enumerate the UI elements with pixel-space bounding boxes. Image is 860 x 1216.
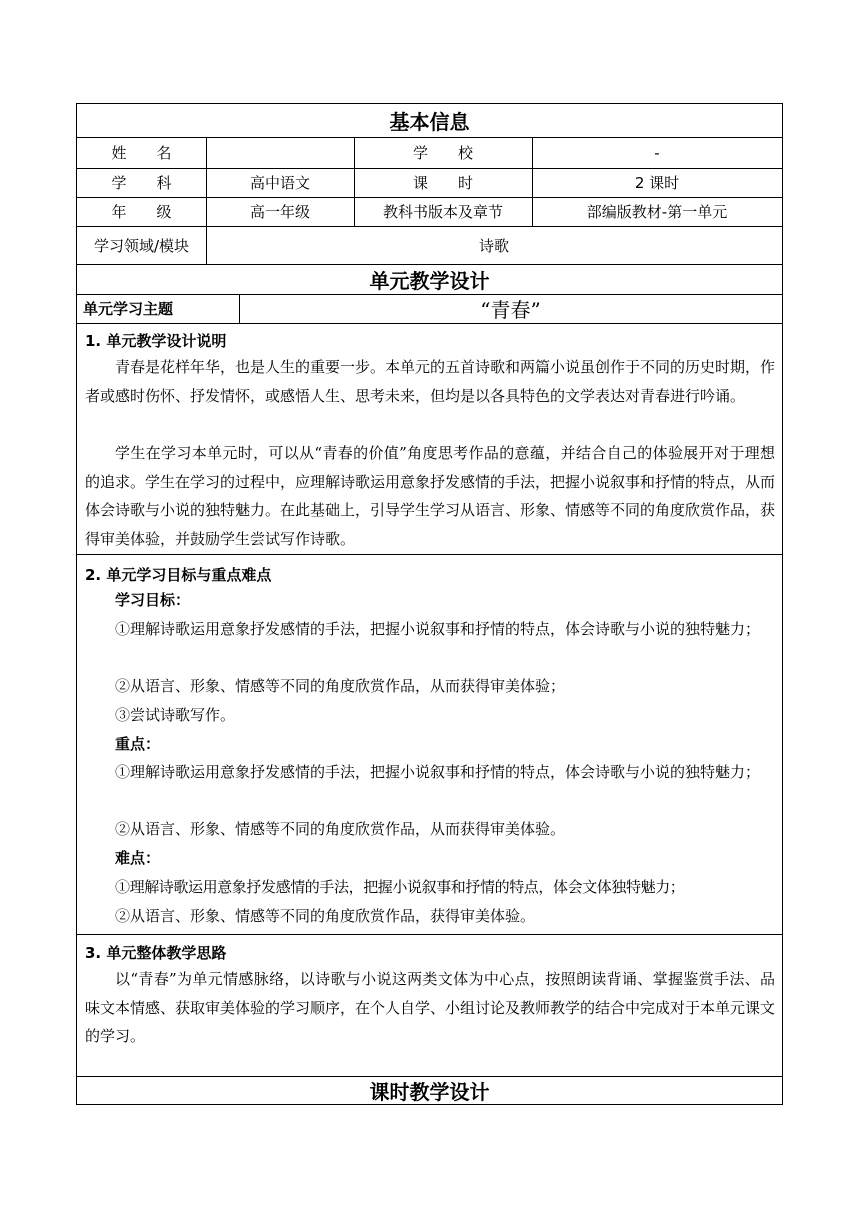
section1-paragraph-1: 青春是花样年华，也是人生的重要一步。本单元的五首诗歌和两篇小说虽创作于不同的历史时期，作者或感时伤怀、抒发情怀，或感悟人生、思考未来，但均是以各具特色的文学表达对青春进行吟诵。 bbox=[85, 358, 776, 405]
theme-value: “青春” bbox=[480, 298, 541, 322]
section2-heading: 2. 单元学习目标与重点难点 bbox=[85, 566, 272, 584]
hours-label: 课 时 bbox=[412, 174, 473, 192]
subject-value: 高中语文 bbox=[249, 174, 310, 192]
difficulties-label: 难点： bbox=[115, 849, 161, 867]
section1-paragraph-2: 学生在学习本单元时，可以从“青春的价值”角度思考作品的意蕴，并结合自己的体验展开对于理想的追求。学生在学习的过程中，应理解诗歌运用意象抒发感情的手法，把握小说叙事和抒情的特点，从而体会诗歌与小说的独特魅力。在此基础上，引导学生学习从语言、形象、情感等不同的角度欣赏作品，获得审美体验，并鼓励学生尝试写作诗歌。 bbox=[85, 444, 776, 548]
name-value bbox=[206, 137, 354, 168]
hours-value: 2 课时 bbox=[634, 174, 680, 192]
textbook-label: 教科书版本及章节 bbox=[382, 203, 503, 221]
domain-value: 诗歌 bbox=[478, 236, 509, 255]
name-label: 姓 名 bbox=[111, 144, 172, 162]
goal-2: ②从语言、形象、情感等不同的角度欣赏作品，从而获得审美体验； bbox=[115, 677, 566, 695]
school-label: 学 校 bbox=[412, 144, 473, 162]
grade-label: 年 级 bbox=[111, 203, 172, 221]
section3-paragraph-1: 以“青春”为单元情感脉络，以诗歌与小说这两类文体为中心点，按照朗读背诵、掌握鉴赏手法、品味文本情感、获取审美体验的学习顺序，在个人自学、小组讨论及教师教学的结合中完成对于本单元课文的学习。 bbox=[85, 970, 776, 1046]
section3-heading: 3. 单元整体教学思路 bbox=[85, 944, 227, 962]
key-point-1: ①理解诗歌运用意象抒发感情的手法，把握小说叙事和抒情的特点，体会诗歌与小说的独特魅力； bbox=[115, 763, 761, 781]
difficulty-2: ②从语言、形象、情感等不同的角度欣赏作品，获得审美体验。 bbox=[115, 907, 536, 925]
theme-label: 单元学习主题 bbox=[83, 300, 174, 318]
lesson-plan-table bbox=[76, 103, 783, 1105]
goal-1: ①理解诗歌运用意象抒发感情的手法，把握小说叙事和抒情的特点，体会诗歌与小说的独特魅力； bbox=[115, 620, 761, 638]
subject-label: 学 科 bbox=[111, 174, 172, 192]
section1-heading: 1. 单元教学设计说明 bbox=[85, 332, 227, 350]
school-value: - bbox=[654, 143, 660, 162]
row-divider bbox=[77, 934, 782, 935]
row-divider bbox=[77, 554, 782, 555]
domain-label: 学习领域/模块 bbox=[93, 236, 190, 255]
unit-design-title: 单元教学设计 bbox=[369, 268, 490, 293]
textbook-value: 部编版教材-第一单元 bbox=[586, 203, 728, 221]
goals-label: 学习目标： bbox=[115, 591, 191, 609]
key-point-2: ②从语言、形象、情感等不同的角度欣赏作品，从而获得审美体验。 bbox=[115, 820, 566, 838]
key-points-label: 重点： bbox=[115, 735, 161, 753]
goal-3: ③尝试诗歌写作。 bbox=[115, 706, 236, 724]
difficulty-1: ①理解诗歌运用意象抒发感情的手法，把握小说叙事和抒情的特点，体会文体独特魅力； bbox=[115, 878, 685, 896]
basic-info-title: 基本信息 bbox=[389, 110, 470, 134]
lesson-design-title: 课时教学设计 bbox=[369, 1079, 490, 1104]
row-divider bbox=[77, 323, 782, 324]
grade-value: 高一年级 bbox=[249, 203, 310, 221]
